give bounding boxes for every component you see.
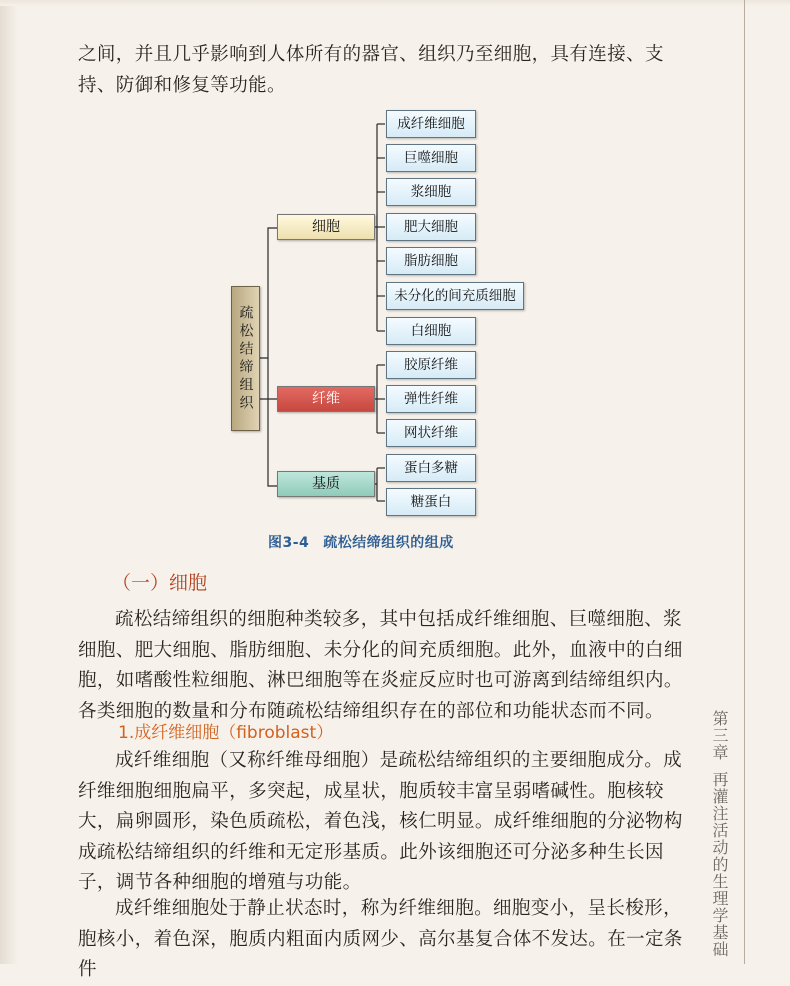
- node-plasma-cell: 浆细胞: [386, 178, 476, 206]
- node-proteoglycan: 蛋白多糖: [386, 454, 476, 482]
- paragraph-intro: 之间，并且几乎影响到人体所有的器官、组织乃至细胞，具有连接、支持、防御和修复等功能。: [78, 44, 664, 96]
- section-heading: （一）细胞: [112, 572, 208, 594]
- node-glycoprotein: 糖蛋白: [386, 488, 476, 516]
- node-fibroblast: 成纤维细胞: [386, 110, 476, 138]
- node-collagen-fiber: 胶原纤维: [386, 351, 476, 379]
- category-matrix: 基质: [277, 471, 375, 497]
- figure-caption: [268, 532, 454, 552]
- category-cells: 细胞: [277, 214, 375, 240]
- paragraph-fibroblast: 成纤维细胞（又称纤维母细胞）是疏松结缔组织的主要细胞成分。成纤维细胞细胞扁平，多突起，成星状，胞质较丰富呈弱嗜碱性。胞核较大，扁卵圆形，染色质疏松，着色浅，核仁明显。成纤维细胞的分泌物构成疏松结缔组织的纤维和无定形基质。此外该细胞还可分泌多种生长因子，调节各种细胞的增殖与功能。: [78, 750, 683, 893]
- figure-number: 图3-4: [268, 535, 310, 551]
- node-reticular-fiber: 网状纤维: [386, 419, 476, 447]
- paragraph-fibrocyte: 成纤维细胞处于静止状态时，称为纤维细胞。细胞变小，呈长梭形，胞核小，着色深，胞质内粗面内质网少、高尔基复合体不发达。在一定条件: [78, 898, 683, 980]
- node-mast-cell: 肥大细胞: [386, 213, 476, 241]
- node-elastic-fiber: 弹性纤维: [386, 385, 476, 413]
- subsection-heading: 1.成纤维细胞（fibroblast）: [118, 723, 334, 743]
- node-macrophage: 巨噬细胞: [386, 144, 476, 172]
- paragraph-cells: 疏松结缔组织的细胞种类较多，其中包括成纤维细胞、巨噬细胞、浆细胞、肥大细胞、脂肪细胞、未分化的间充质细胞。此外，血液中的白细胞，如嗜酸性粒细胞、淋巴细胞等在炎症反应时也可游离到结缔组织内。各类细胞的数量和分布随疏松结缔组织存在的部位和功能状态而不同。: [78, 609, 683, 722]
- chapter-number: 第三章: [710, 710, 729, 761]
- chapter-side-tab: [711, 710, 731, 958]
- diagram-root-node: 疏松结缔组织: [231, 286, 260, 431]
- node-white-blood-cell: 白细胞: [386, 317, 476, 345]
- node-mesenchymal-cell: 未分化的间充质细胞: [386, 282, 524, 310]
- category-fibers: 纤维: [277, 386, 375, 412]
- node-fat-cell: 脂肪细胞: [386, 247, 476, 275]
- chapter-title: 再灌注活动的生理学基础: [710, 771, 729, 958]
- figure-title: 疏松结缔组织的组成: [323, 535, 454, 551]
